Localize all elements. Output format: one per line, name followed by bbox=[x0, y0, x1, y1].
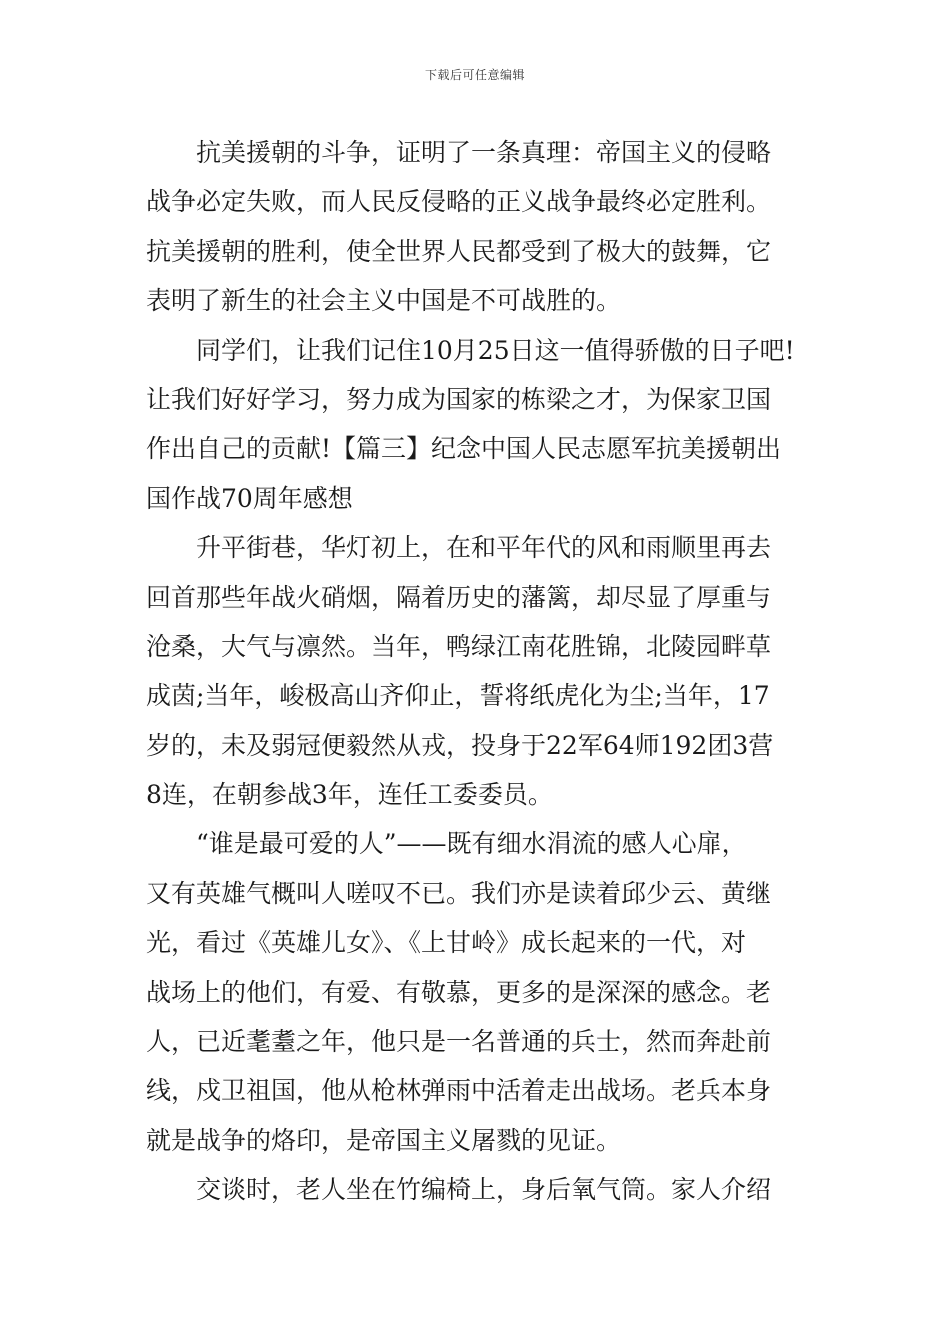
text-line: 抗美援朝的斗争，证明了一条真理：帝国主义的侵略 bbox=[196, 138, 772, 167]
text-line: 作出自己的贡献!【篇三】纪念中国人民志愿军抗美援朝出 bbox=[146, 434, 782, 464]
text-line: 成茵;当年，峻极高山齐仰止，誓将纸虎化为尘;当年，17 bbox=[146, 681, 770, 711]
text-line: 抗美援朝的胜利，使全世界人民都受到了极大的鼓舞，它 bbox=[146, 236, 772, 266]
text-line: 交谈时，老人坐在竹编椅上，身后氧气筒。家人介绍 bbox=[196, 1175, 772, 1205]
text-line: 8连，在朝参战3年，连任工委委员。 bbox=[146, 780, 553, 810]
text-line: 战争必定失败，而人民反侵略的正义战争最终必定胜利。 bbox=[146, 187, 772, 217]
text-line: 国作战70周年感想 bbox=[146, 483, 353, 513]
text-line: 人，已近耄耋之年，他只是一名普通的兵士，然而奔赴前 bbox=[146, 1027, 772, 1057]
text-line: 回首那些年战火硝烟，隔着历史的藩篱，却尽显了厚重与 bbox=[146, 582, 772, 612]
text-line: 岁的，未及弱冠便毅然从戎，投身于22军64师192团3营 bbox=[146, 730, 774, 760]
text-line: 又有英雄气概叫人嗟叹不已。我们亦是读着邱少云、黄继 bbox=[146, 878, 772, 908]
text-line: 光，看过《英雄儿女》、《上甘岭》成长起来的一代，对 bbox=[146, 928, 747, 958]
header-note: 下载后可任意编辑 bbox=[424, 68, 525, 82]
text-line: 战场上的他们，有爱、有敬慕，更多的是深深的感念。老 bbox=[146, 977, 772, 1007]
body-text bbox=[146, 128, 808, 1215]
text-line: “谁是最可爱的人”——既有细水涓流的感人心扉， bbox=[196, 829, 747, 859]
text-line: 让我们好好学习，努力成为国家的栋梁之才，为保家卫国 bbox=[146, 384, 772, 414]
text-line: 就是战争的烙印，是帝国主义屠戮的见证。 bbox=[146, 1125, 622, 1155]
text-line: 升平街巷，华灯初上，在和平年代的风和雨顺里再去 bbox=[196, 533, 772, 563]
text-line: 线，戍卫祖国，他从枪林弹雨中活着走出战场。老兵本身 bbox=[146, 1076, 772, 1106]
text-line: 表明了新生的社会主义中国是不可战胜的。 bbox=[146, 286, 622, 316]
text-line: 同学们，让我们记住10月25日这一值得骄傲的日子吧! bbox=[196, 335, 795, 365]
text-line: 沧桑，大气与凛然。当年，鸭绿江南花胜锦，北陵园畔草 bbox=[146, 631, 772, 661]
